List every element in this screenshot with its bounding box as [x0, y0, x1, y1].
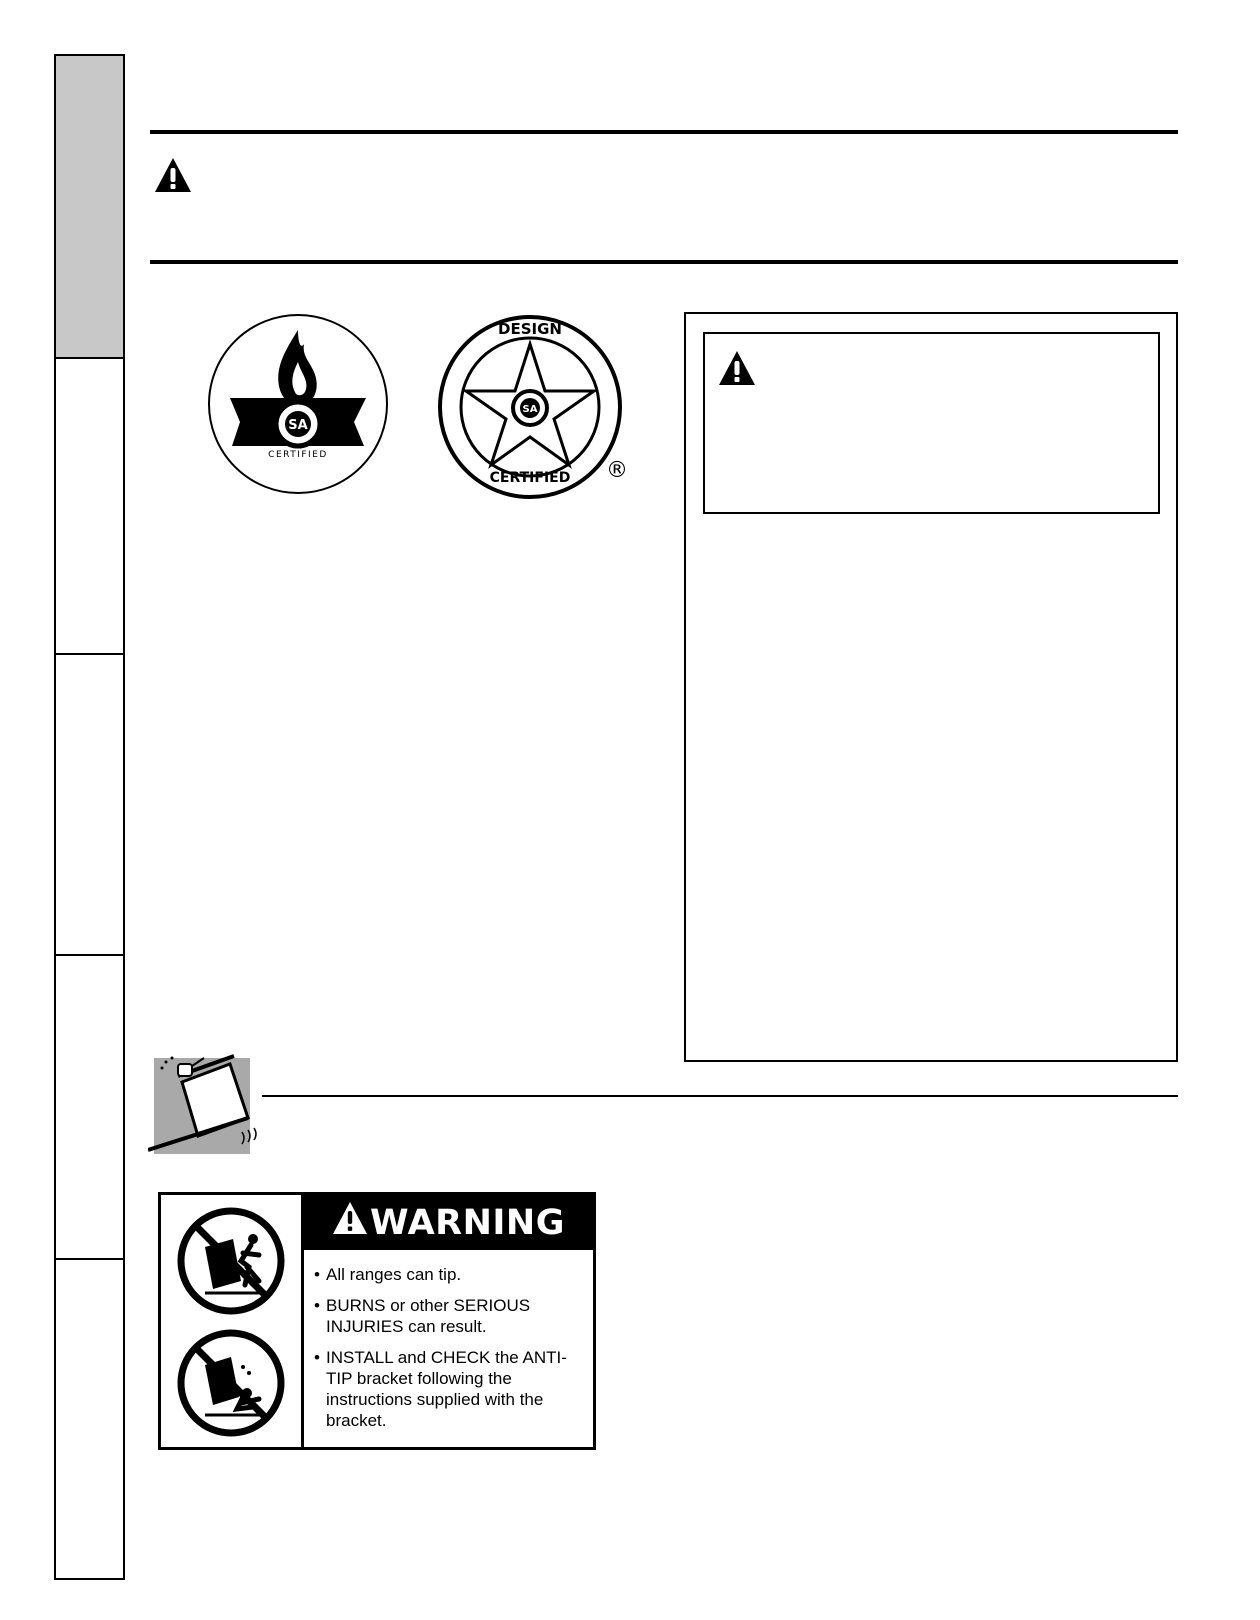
anti-tip-warning-label: [158, 1192, 596, 1450]
svg-text:SA: SA: [288, 418, 308, 433]
warning-list: [304, 1250, 593, 1441]
design-logo-top-text: DESIGN: [498, 320, 562, 338]
range-tipping-icon: [148, 1046, 264, 1158]
list-item: • BURNS or other SERIOUS INJURIES can result.: [314, 1295, 585, 1337]
section-tab-care[interactable]: [56, 653, 123, 954]
header-rule-bottom: [150, 260, 1178, 264]
section-tab-operating[interactable]: [56, 357, 123, 653]
design-logo-bottom-text: CERTIFIED: [489, 470, 571, 486]
section-tab-safety[interactable]: [56, 56, 123, 357]
no-tipping-icon: [175, 1327, 287, 1439]
list-item: • All ranges can tip.: [314, 1264, 585, 1285]
section-tab-support[interactable]: [56, 1258, 123, 1578]
warning-pictograms: [161, 1195, 304, 1447]
warning-triangle-icon: [718, 350, 756, 386]
anti-tip-section-rule: [262, 1095, 1178, 1097]
warning-triangle-icon: [154, 157, 192, 193]
warning-triangle-icon: [332, 1201, 368, 1244]
warning-title: WARNING: [370, 1202, 565, 1243]
section-tabs: [54, 54, 125, 1580]
list-item: • INSTALL and CHECK the ANTI-TIP bracket following the instructions supplied with the bracket.: [314, 1347, 585, 1431]
registered-mark: ®: [606, 458, 628, 483]
notice-inner-box: [703, 332, 1160, 514]
svg-text:SA: SA: [522, 404, 538, 415]
no-climbing-icon: [175, 1205, 287, 1317]
csa-flame-logo: [206, 312, 390, 496]
section-tab-troubleshooting[interactable]: [56, 954, 123, 1258]
warning-header: [304, 1195, 593, 1250]
header-rule-top: [150, 130, 1178, 134]
flame-logo-caption: CERTIFIED: [268, 450, 328, 460]
csa-design-certified-logo: [437, 314, 623, 500]
